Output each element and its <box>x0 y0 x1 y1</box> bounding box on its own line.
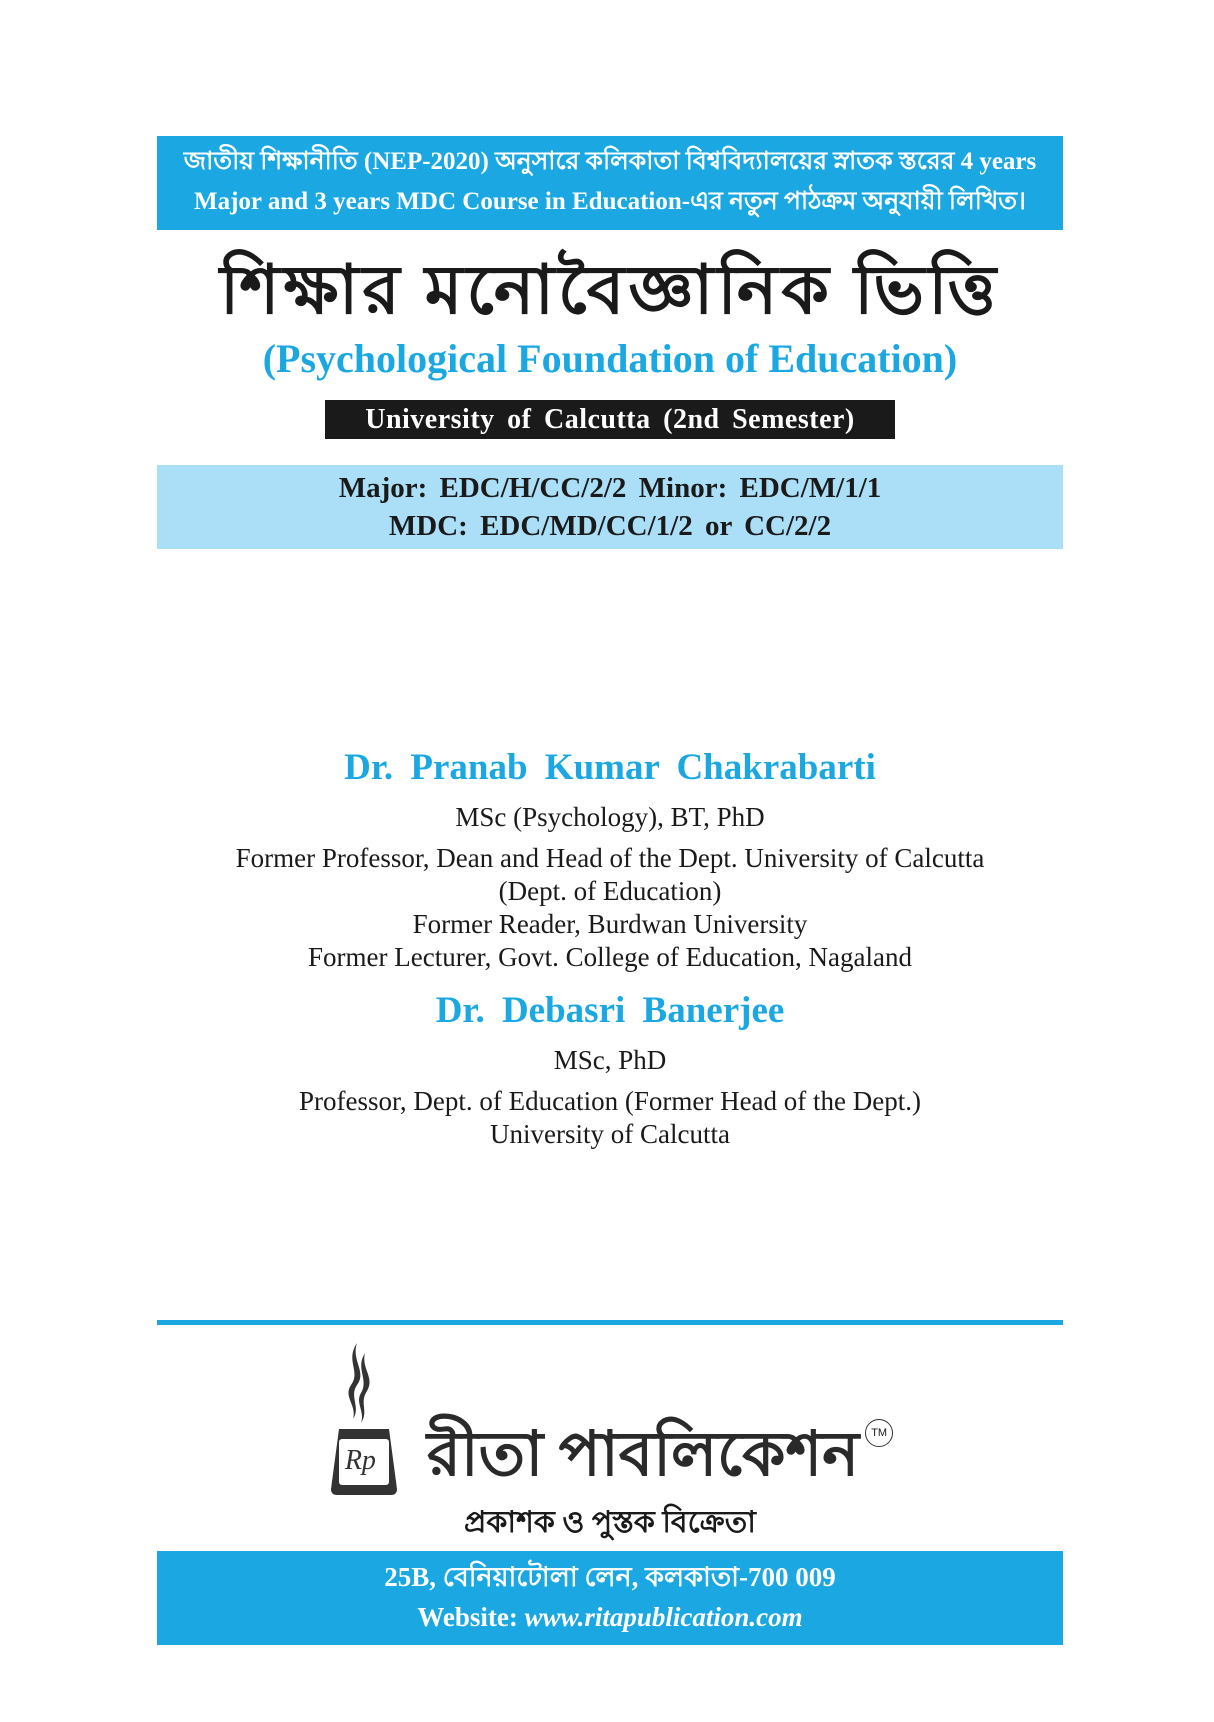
publisher-address: 25B, বেনিয়াটোলা লেন, কলকাতা-700 009 <box>384 1562 836 1592</box>
publisher-logo-icon <box>327 1341 401 1497</box>
university-label-wrap <box>157 400 1063 439</box>
website-label: Website: <box>417 1602 518 1632</box>
author-1-name: Dr. Pranab Kumar Chakrabarti <box>344 747 876 788</box>
banner-line-1: জাতীয় শিক্ষানীতি (NEP-2020) অনুসারে কলিকাতা বিশ্ববিদ্যালয়ের স্নাতক স্তরের 4 years <box>183 148 1037 175</box>
course-codes-box <box>157 465 1063 549</box>
author-1-line: Former Reader, Burdwan University <box>412 909 808 939</box>
publisher-name: রীতা পাবলিকেশন <box>426 1421 860 1489</box>
trademark-mark: TM <box>865 1419 893 1447</box>
divider-rule <box>157 1320 1063 1325</box>
publisher-name-wrap <box>427 1419 893 1497</box>
top-banner <box>157 136 1063 230</box>
author-2-degrees: MSc, PhD <box>553 1045 667 1075</box>
title-bengali: শিক্ষার মনোবৈজ্ঞানিক ভিত্তি <box>219 252 1001 328</box>
author-1-line: Former Professor, Dean and Head of the Dept. University of Calcutta <box>235 843 985 873</box>
author-2-line: Professor, Dept. of Education (Former Head of the Dept.) <box>299 1086 921 1116</box>
course-codes-line-1: Major: EDC/H/CC/2/2 Minor: EDC/M/1/1 <box>338 472 882 504</box>
publisher-website-line <box>157 1597 1063 1637</box>
logo-monogram: Rp <box>344 1445 376 1476</box>
website-link[interactable]: www.ritapublication.com <box>524 1602 803 1632</box>
author-1-line: Former Lecturer, Govt. College of Education, Nagaland <box>308 942 912 972</box>
publisher-logo <box>157 1341 1063 1497</box>
title-english: (Psychological Foundation of Education) <box>262 336 958 381</box>
author-1-line: (Dept. of Education) <box>498 876 722 906</box>
author-2-line: University of Calcutta <box>490 1119 730 1149</box>
course-codes-line-2: MDC: EDC/MD/CC/1/2 or CC/2/2 <box>388 510 832 542</box>
banner-line-2: Major and 3 years MDC Course in Education-এর নতুন পাঠক্রম অনুযায়ী লিখিত। <box>194 188 1026 215</box>
publisher-tagline: প্রকাশক ও পুস্তক বিক্রেতা <box>464 1506 756 1539</box>
publisher-address-box <box>157 1551 1063 1645</box>
author-2-name: Dr. Debasri Banerjee <box>435 990 785 1031</box>
author-1-degrees: MSc (Psychology), BT, PhD <box>455 802 765 832</box>
publisher-section <box>157 1320 1063 1645</box>
title-section <box>157 136 1063 1151</box>
university-label: University of Calcutta (2nd Semester) <box>325 400 895 439</box>
